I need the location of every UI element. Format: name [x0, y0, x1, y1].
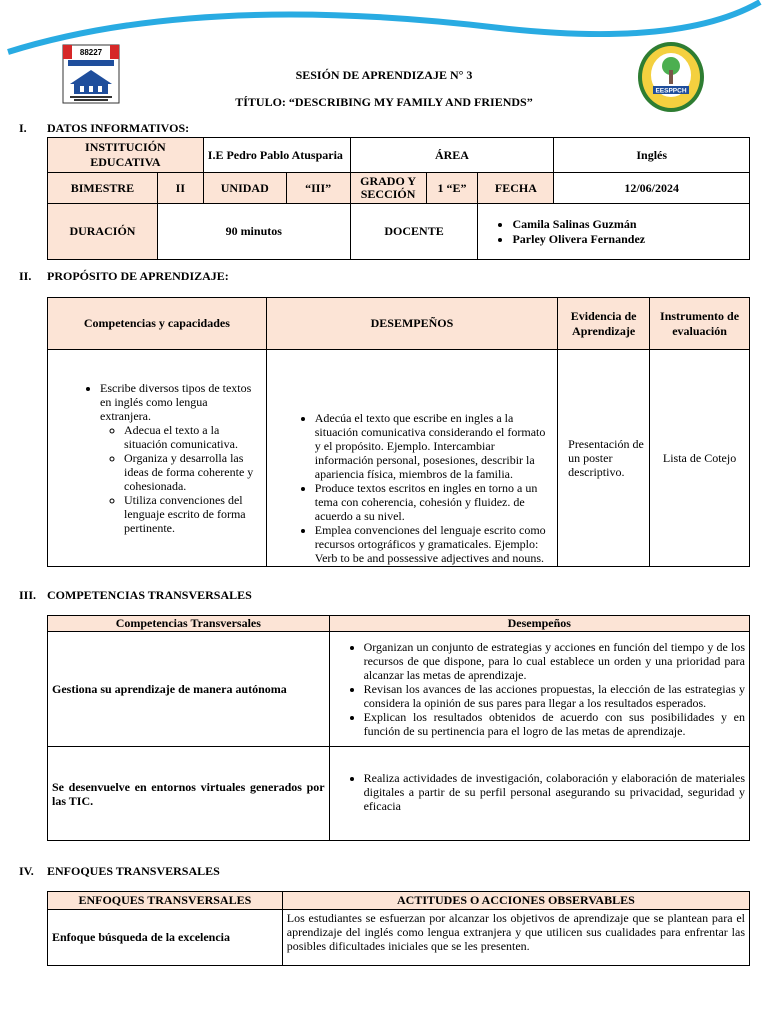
desempeno-transversal-item: • Organizan un conjunto de estrategias y acciones en función del tiempo y de los recursos de que dispone, para lo cual establece un orden y una prioridad para alcanzar las metas de aprendizaje.	[364, 640, 745, 682]
header-competencias-transversales: Competencias Transversales	[48, 616, 330, 632]
desempeno-item: • Produce textos escritos en ingles en torno a un tema con coherencia, cohesión y fluidez. de acuerdo a su nivel.	[315, 481, 549, 523]
desempeno-item: • Adecúa el texto que escribe en ingles a la situación comunicativa considerando el formato y el propósito. Ejemplo. Intercambiar información personal, posesiones, describir la apariencia física, miembros de la familia.	[315, 411, 549, 481]
section-title: DATOS INFORMATIVOS:	[47, 121, 190, 135]
docente-list	[478, 204, 750, 260]
docente-item: • Parley Olivera Fernandez	[512, 232, 745, 247]
section-number: I.	[19, 121, 27, 135]
bimestre-label: BIMESTRE	[48, 173, 158, 204]
bimestre-value: II	[157, 173, 203, 204]
grado-value: 1 “E”	[426, 173, 478, 204]
area-value: Inglés	[554, 138, 750, 173]
section-title: COMPETENCIAS TRANSVERSALES	[47, 588, 252, 602]
competencia-item	[100, 381, 256, 535]
unidad-label: UNIDAD	[203, 173, 286, 204]
desempeno-transversal-item: • Revisan los avances de las acciones propuestas, la elección de las estrategias y considera la opinión de sus pares para llegar a los resultados esperados.	[364, 682, 745, 710]
competencia-text: Escribe diversos tipos de textos en inglés como lengua extranjera.	[100, 381, 252, 423]
header-desempenos: DESEMPEÑOS	[266, 298, 557, 350]
enfoque-cell: Enfoque búsqueda de la excelencia	[48, 910, 283, 966]
competencia-transversal-2: Se desenvuelve en entornos virtuales generados por las TIC.	[48, 747, 330, 841]
desempeno-transversal-item: • Realiza actividades de investigación, colaboración y elaboración de materiales digitales a partir de su perfil personal asegurando su privacidad, seguridad y eficacia	[364, 771, 745, 813]
section-1-heading	[19, 121, 189, 136]
desempenos-transversal-1	[329, 632, 749, 747]
capacidad-item: ◦ Adecua el texto a la situación comunicativa.	[124, 423, 256, 451]
fecha-value: 12/06/2024	[554, 173, 750, 204]
section-title: PROPÓSITO DE APRENDIZAJE:	[47, 269, 229, 283]
header-enfoques: ENFOQUES TRANSVERSALES	[48, 892, 283, 910]
seal-text: EESPPCH	[655, 87, 687, 95]
datos-informativos-table	[47, 137, 750, 260]
unidad-value: “III”	[286, 173, 350, 204]
fecha-label: FECHA	[478, 173, 554, 204]
header-instrumento: Instrumento de evaluación	[650, 298, 750, 350]
docente-label: DOCENTE	[350, 204, 478, 260]
desempenos-cell	[266, 350, 557, 567]
competencia-transversal-1: Gestiona su aprendizaje de manera autónoma	[48, 632, 330, 747]
area-label: ÁREA	[350, 138, 554, 173]
institucion-value: I.E Pedro Pablo Atusparia	[203, 138, 350, 173]
instrumento-cell: Lista de Cotejo	[650, 350, 750, 567]
desempenos-transversal-2	[329, 747, 749, 841]
actitud-cell: Los estudiantes se esfuerzan por alcanzar los objetivos de aprendizaje que se plantean para el aprendizaje del inglés como lengua extranjera y que utilicen sus cualidades para enfrentar las posibles dificultades iniciales que se les presenten.	[282, 910, 749, 966]
duracion-label: DURACIÓN	[48, 204, 158, 260]
section-number: III.	[19, 588, 37, 602]
docente-item: • Camila Salinas Guzmán	[512, 217, 745, 232]
duracion-value: 90 minutos	[157, 204, 350, 260]
header-competencias: Competencias y capacidades	[48, 298, 267, 350]
section-number: II.	[19, 269, 32, 283]
capacidad-item: ◦ Organiza y desarrolla las ideas de forma coherente y cohesionada.	[124, 451, 256, 493]
capacidad-item: ◦ Utiliza convenciones del lenguaje escrito de forma pertinente.	[124, 493, 256, 535]
header-desempenos-transversales: Desempeños	[329, 616, 749, 632]
competencias-cell	[48, 350, 267, 567]
section-number: IV.	[19, 864, 34, 878]
session-title: SESIÓN DE APRENDIZAJE N° 3	[295, 68, 473, 82]
section-2-heading	[19, 269, 229, 284]
document-title: TÍTULO: “DESCRIBING MY FAMILY AND FRIENDS”	[235, 95, 533, 109]
institucion-label: INSTITUCIÓN EDUCATIVA	[48, 138, 204, 173]
proposito-table	[47, 297, 750, 567]
competencias-transversales-table	[47, 615, 750, 841]
evidencia-cell: Presentación de un poster descriptivo.	[558, 350, 650, 567]
section-title: ENFOQUES TRANSVERSALES	[47, 864, 220, 878]
header-evidencia: Evidencia de Aprendizaje	[558, 298, 650, 350]
logo-code: 88227	[79, 48, 103, 57]
section-3-heading	[19, 588, 252, 603]
header-actitudes: ACTITUDES O ACCIONES OBSERVABLES	[282, 892, 749, 910]
grado-label: GRADO Y SECCIÓN	[350, 173, 426, 204]
desempeno-item: • Emplea convenciones del lenguaje escrito como recursos ortográficos y gramaticales. Ejemplo: Verb to be and possessive adjectives and nouns.	[315, 523, 549, 565]
desempeno-transversal-item: • Explican los resultados obtenidos de acuerdo con sus posibilidades y en función de su pertinencia para el logro de las metas de aprendizaje.	[364, 710, 745, 738]
enfoques-table	[47, 891, 750, 966]
section-4-heading	[19, 864, 220, 879]
